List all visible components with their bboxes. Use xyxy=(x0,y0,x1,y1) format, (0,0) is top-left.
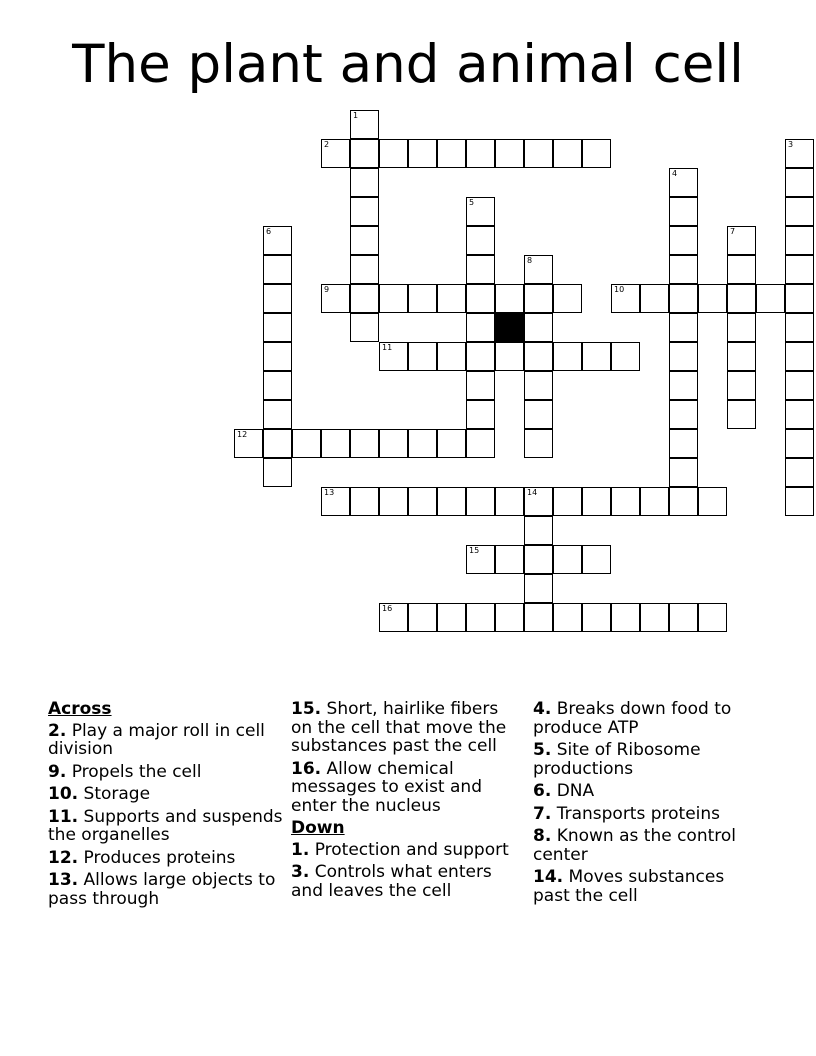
grid-cell[interactable] xyxy=(524,487,553,516)
grid-cell[interactable] xyxy=(669,458,698,487)
grid-cell[interactable] xyxy=(350,168,379,197)
grid-cell[interactable] xyxy=(785,313,814,342)
grid-cell[interactable] xyxy=(466,226,495,255)
grid-cell[interactable] xyxy=(350,226,379,255)
grid-cell[interactable] xyxy=(582,545,611,574)
grid-cell[interactable] xyxy=(466,487,495,516)
grid-cell[interactable] xyxy=(466,400,495,429)
grid-cell[interactable] xyxy=(466,342,495,371)
grid-cell[interactable] xyxy=(785,371,814,400)
down-clue-3: 3. Controls what enters and leaves the cell xyxy=(291,862,492,901)
grid-cell[interactable] xyxy=(669,400,698,429)
grid-cell[interactable] xyxy=(466,313,495,342)
grid-cell[interactable] xyxy=(669,342,698,371)
clue-number-2: 2 xyxy=(324,140,330,149)
clue-column-2 xyxy=(291,700,513,904)
puzzle-title: The plant and animal cell xyxy=(72,34,744,95)
grid-cell[interactable] xyxy=(263,284,292,313)
across-clue-9: 9. Propels the cell xyxy=(48,761,202,782)
down-heading: Down xyxy=(291,818,345,838)
grid-cell[interactable] xyxy=(785,400,814,429)
grid-cell[interactable] xyxy=(785,168,814,197)
grid-cell[interactable] xyxy=(350,487,379,516)
grid-cell[interactable] xyxy=(263,429,292,458)
grid-cell[interactable] xyxy=(524,371,553,400)
clue-number-1: 1 xyxy=(353,111,359,120)
grid-cell[interactable] xyxy=(727,313,756,342)
grid-cell[interactable] xyxy=(263,255,292,284)
grid-cell[interactable] xyxy=(350,139,379,168)
grid-cell[interactable] xyxy=(669,284,698,313)
grid-cell[interactable] xyxy=(727,226,756,255)
grid-cell[interactable] xyxy=(379,342,408,371)
clue-number-10: 10 xyxy=(614,285,625,294)
across-clue-16: 16. Allow chemical messages to exist and enter the nucleus xyxy=(291,758,482,816)
across-heading: Across xyxy=(48,699,112,719)
grid-cell[interactable] xyxy=(553,284,582,313)
grid-cell[interactable] xyxy=(640,487,669,516)
grid-cell[interactable] xyxy=(582,139,611,168)
grid-cell[interactable] xyxy=(785,226,814,255)
grid-cell[interactable] xyxy=(350,313,379,342)
grid-cell[interactable] xyxy=(466,255,495,284)
grid-cell[interactable] xyxy=(524,429,553,458)
clue-number-7: 7 xyxy=(730,227,736,236)
down-clue-8: 8. Known as the control center xyxy=(533,826,737,865)
grid-cell[interactable] xyxy=(466,371,495,400)
grid-cell[interactable] xyxy=(437,342,466,371)
grid-cell[interactable] xyxy=(669,226,698,255)
grid-cell[interactable] xyxy=(379,429,408,458)
grid-cell[interactable] xyxy=(669,197,698,226)
grid-cell[interactable] xyxy=(350,110,379,139)
grid-cell[interactable] xyxy=(785,197,814,226)
grid-cell[interactable] xyxy=(524,342,553,371)
grid-cell[interactable] xyxy=(466,197,495,226)
grid-cell[interactable] xyxy=(466,603,495,632)
grid-cell[interactable] xyxy=(437,139,466,168)
grid-cell[interactable] xyxy=(524,400,553,429)
grid-cell-blocked xyxy=(495,313,524,342)
clue-number-3: 3 xyxy=(788,140,794,149)
grid-cell[interactable] xyxy=(234,429,263,458)
grid-cell[interactable] xyxy=(350,197,379,226)
clue-column-1 xyxy=(48,700,283,912)
grid-cell[interactable] xyxy=(669,603,698,632)
clue-number-4: 4 xyxy=(672,169,678,178)
clue-number-5: 5 xyxy=(469,198,475,207)
grid-cell[interactable] xyxy=(553,545,582,574)
grid-cell[interactable] xyxy=(756,284,785,313)
grid-cell[interactable] xyxy=(785,284,814,313)
across-clue-15: 15. Short, hairlike fibers on the cell that move the substances past the cell xyxy=(291,699,507,756)
grid-cell[interactable] xyxy=(495,603,524,632)
grid-cell[interactable] xyxy=(437,429,466,458)
grid-cell[interactable] xyxy=(437,603,466,632)
grid-cell[interactable] xyxy=(785,342,814,371)
grid-cell[interactable] xyxy=(321,139,350,168)
clue-number-14: 14 xyxy=(527,488,538,497)
grid-cell[interactable] xyxy=(727,342,756,371)
down-clue-6: 6. DNA xyxy=(533,781,595,801)
grid-cell[interactable] xyxy=(669,168,698,197)
grid-cell[interactable] xyxy=(698,487,727,516)
grid-cell[interactable] xyxy=(553,342,582,371)
grid-cell[interactable] xyxy=(785,487,814,516)
grid-cell[interactable] xyxy=(350,284,379,313)
grid-cell[interactable] xyxy=(321,429,350,458)
grid-cell[interactable] xyxy=(408,284,437,313)
grid-cell[interactable] xyxy=(263,371,292,400)
grid-cell[interactable] xyxy=(669,487,698,516)
grid-cell[interactable] xyxy=(466,429,495,458)
clue-number-16: 16 xyxy=(382,604,393,613)
grid-cell[interactable] xyxy=(553,487,582,516)
grid-cell[interactable] xyxy=(263,400,292,429)
grid-cell[interactable] xyxy=(524,516,553,545)
clue-number-12: 12 xyxy=(237,430,248,439)
across-clue-2: 2. Play a major roll in cell division xyxy=(48,720,265,759)
grid-cell[interactable] xyxy=(611,284,640,313)
grid-cell[interactable] xyxy=(698,284,727,313)
down-clue-14: 14. Moves substances past the cell xyxy=(533,867,725,906)
grid-cell[interactable] xyxy=(582,487,611,516)
clue-column-3 xyxy=(533,700,758,909)
grid-cell[interactable] xyxy=(669,371,698,400)
grid-cell[interactable] xyxy=(408,139,437,168)
grid-cell[interactable] xyxy=(437,487,466,516)
grid-cell[interactable] xyxy=(263,313,292,342)
clue-number-13: 13 xyxy=(324,488,335,497)
clue-number-15: 15 xyxy=(469,546,480,555)
grid-cell[interactable] xyxy=(785,139,814,168)
grid-cell[interactable] xyxy=(698,603,727,632)
grid-cell[interactable] xyxy=(553,139,582,168)
grid-cell[interactable] xyxy=(785,255,814,284)
grid-cell[interactable] xyxy=(669,313,698,342)
grid-cell[interactable] xyxy=(350,255,379,284)
grid-cell[interactable] xyxy=(495,284,524,313)
across-clue-13: 13. Allows large objects to pass through xyxy=(48,870,276,909)
grid-cell[interactable] xyxy=(611,342,640,371)
grid-cell[interactable] xyxy=(727,371,756,400)
down-clue-5: 5. Site of Ribosome productions xyxy=(533,740,701,779)
grid-cell[interactable] xyxy=(524,574,553,603)
down-clue-4: 4. Breaks down food to produce ATP xyxy=(533,699,732,738)
grid-cell[interactable] xyxy=(495,342,524,371)
grid-cell[interactable] xyxy=(321,284,350,313)
grid-cell[interactable] xyxy=(350,429,379,458)
grid-cell[interactable] xyxy=(466,139,495,168)
grid-cell[interactable] xyxy=(263,226,292,255)
grid-cell[interactable] xyxy=(408,429,437,458)
grid-cell[interactable] xyxy=(611,487,640,516)
grid-cell[interactable] xyxy=(524,545,553,574)
grid-cell[interactable] xyxy=(408,487,437,516)
grid-cell[interactable] xyxy=(379,487,408,516)
grid-cell[interactable] xyxy=(785,429,814,458)
grid-cell[interactable] xyxy=(727,255,756,284)
grid-cell[interactable] xyxy=(466,284,495,313)
grid-cell[interactable] xyxy=(669,429,698,458)
grid-cell[interactable] xyxy=(611,603,640,632)
grid-cell[interactable] xyxy=(727,400,756,429)
grid-cell[interactable] xyxy=(495,139,524,168)
grid-cell[interactable] xyxy=(379,603,408,632)
grid-cell[interactable] xyxy=(524,284,553,313)
grid-cell[interactable] xyxy=(727,284,756,313)
grid-cell[interactable] xyxy=(263,342,292,371)
clue-number-11: 11 xyxy=(382,343,393,352)
grid-cell[interactable] xyxy=(640,284,669,313)
grid-cell[interactable] xyxy=(582,603,611,632)
grid-cell[interactable] xyxy=(408,342,437,371)
across-clue-12: 12. Produces proteins xyxy=(48,847,236,868)
grid-cell[interactable] xyxy=(524,255,553,284)
clue-number-8: 8 xyxy=(527,256,533,265)
across-clue-11: 11. Supports and suspends the organelles xyxy=(48,806,283,845)
grid-cell[interactable] xyxy=(379,139,408,168)
grid-cell[interactable] xyxy=(466,545,495,574)
grid-cell[interactable] xyxy=(263,458,292,487)
grid-cell[interactable] xyxy=(524,139,553,168)
clue-number-9: 9 xyxy=(324,285,330,294)
grid-cell[interactable] xyxy=(321,487,350,516)
grid-cell[interactable] xyxy=(292,429,321,458)
grid-cell[interactable] xyxy=(524,313,553,342)
grid-cell[interactable] xyxy=(495,545,524,574)
grid-cell[interactable] xyxy=(553,603,582,632)
grid-cell[interactable] xyxy=(785,458,814,487)
clue-number-6: 6 xyxy=(266,227,272,236)
down-clue-1: 1. Protection and support xyxy=(291,839,509,860)
grid-cell[interactable] xyxy=(640,603,669,632)
down-clue-7: 7. Transports proteins xyxy=(533,803,721,824)
grid-cell[interactable] xyxy=(408,603,437,632)
grid-cell[interactable] xyxy=(437,284,466,313)
grid-cell[interactable] xyxy=(524,603,553,632)
grid-cell[interactable] xyxy=(582,342,611,371)
grid-cell[interactable] xyxy=(495,487,524,516)
grid-cell[interactable] xyxy=(379,284,408,313)
across-clue-10: 10. Storage xyxy=(48,784,151,804)
grid-cell[interactable] xyxy=(669,255,698,284)
